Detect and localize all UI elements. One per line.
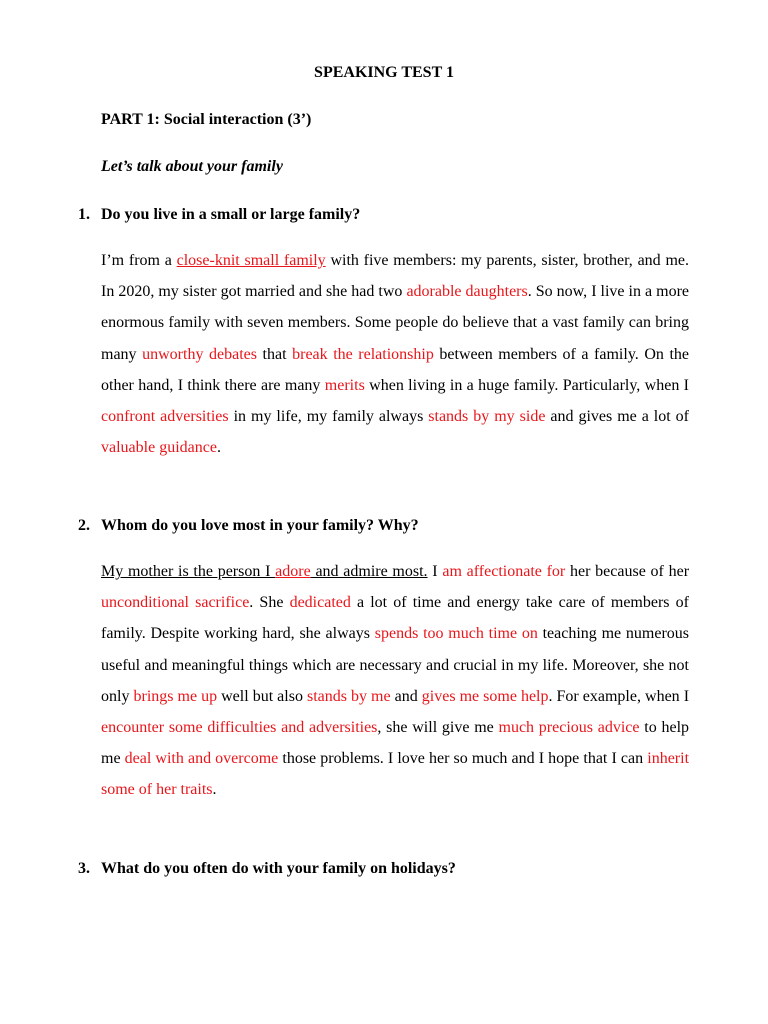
highlighted-phrase: valuable guidance	[101, 439, 217, 457]
answer-text: with five members: my parents, sister, brother, and me. In 2020, my sister got married and she had two	[101, 252, 689, 301]
highlighted-phrase: adorable daughters	[406, 283, 528, 301]
question-2-text: Whom do you love most in your family? Why?	[101, 517, 419, 534]
highlighted-phrase: much precious advice	[498, 719, 640, 737]
question-1-number: 1.	[78, 206, 90, 223]
highlighted-phrase: stands by me	[306, 687, 391, 705]
answer-text: . So now, I live in a more enormous family with seven members. Some people do believe that a vast family can bring many	[101, 283, 689, 363]
answer-text: those problems. I love her so much and I hope that I can	[278, 750, 648, 768]
answer-1-paragraph	[101, 245, 689, 463]
answer-text: and	[390, 687, 422, 705]
highlighted-phrase: stands by my side	[428, 408, 546, 426]
question-3-text: What do you often do with your family on holidays?	[101, 860, 456, 877]
highlighted-phrase: close-knit small family	[176, 252, 326, 269]
question-1-text: Do you live in a small or large family?	[101, 206, 361, 223]
part-heading: PART 1: Social interaction (3’)	[101, 111, 312, 128]
highlighted-phrase: unconditional sacrifice	[101, 594, 250, 612]
highlighted-phrase: gives me some help	[421, 687, 549, 705]
answer-text: I’m from a	[101, 252, 177, 269]
answer-text: , she will give me	[377, 719, 499, 737]
answer-text: and admire most.	[310, 563, 428, 580]
answer-text: My mother is the person I	[101, 563, 276, 580]
highlighted-phrase: adore	[275, 563, 311, 580]
highlighted-phrase: am affectionate for	[442, 563, 566, 580]
topic-heading: Let’s talk about your family	[101, 158, 283, 175]
answer-text: between members of a family. On the other hand, I think there are many	[101, 345, 689, 394]
answer-text: well but also	[217, 687, 307, 705]
question-2-number: 2.	[78, 517, 90, 534]
highlighted-phrase: spends too much time on	[374, 625, 538, 643]
highlighted-phrase: dedicated	[289, 594, 351, 612]
highlighted-phrase: unworthy debates	[142, 345, 257, 363]
answer-text: her because of her	[565, 563, 690, 580]
highlighted-phrase: deal with and overcome	[124, 750, 279, 768]
answer-2-paragraph	[101, 556, 689, 806]
answer-text: teaching me numerous useful and meaningful things which are necessary and crucial in my life. Moreover, she not only	[101, 625, 690, 705]
answer-text: .	[216, 439, 221, 457]
answer-text: .	[212, 781, 217, 799]
question-3-number: 3.	[78, 860, 90, 877]
highlighted-phrase: brings me up	[133, 687, 218, 705]
answer-text: when living in a huge family. Particularly, when I	[364, 376, 690, 394]
highlighted-phrase: confront adversities	[101, 408, 229, 426]
answer-text: to help me	[101, 719, 690, 768]
answer-text: . For example, when I	[548, 687, 690, 705]
highlighted-phrase: inherit some of her traits	[101, 750, 690, 799]
answer-text: in my life, my family always	[228, 408, 429, 426]
highlighted-phrase: break the relationship	[292, 345, 434, 363]
highlighted-phrase: encounter some difficulties and adversities	[101, 719, 378, 737]
answer-text: . She	[249, 594, 290, 612]
answer-text: I	[427, 563, 443, 580]
highlighted-phrase: merits	[324, 376, 365, 394]
answer-text: a lot of time and energy take care of members of family. Despite working hard, she always	[101, 594, 689, 643]
page-title: SPEAKING TEST 1	[314, 64, 454, 81]
answer-text: and gives me a lot of	[545, 408, 690, 426]
answer-text: that	[256, 345, 293, 363]
